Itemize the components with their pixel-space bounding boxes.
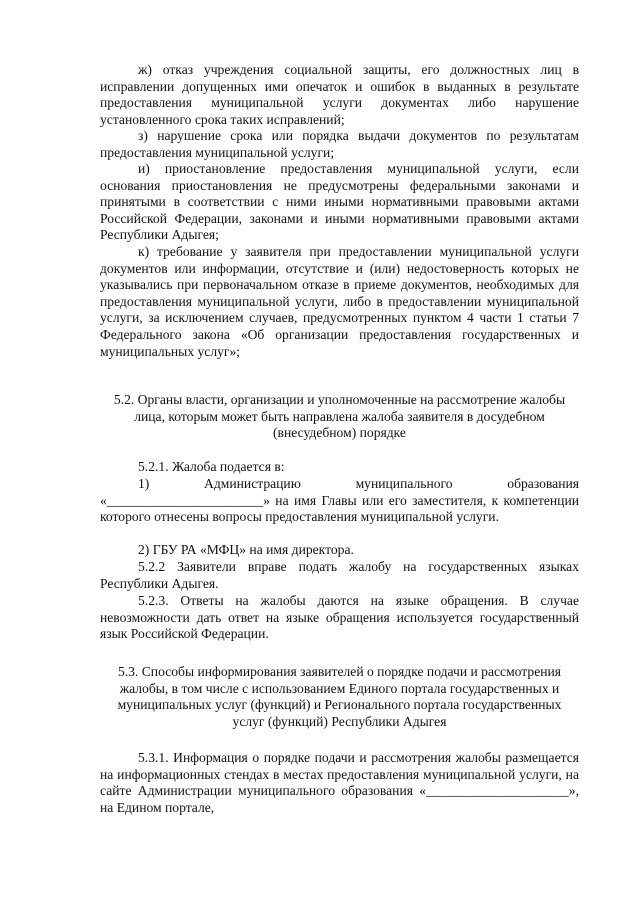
paragraph-5-2-3: 5.2.3. Ответы на жалобы даются на языке обращения. В случае невозможности дать ответ на языке обращения используется государственный язык Российской Федерации. xyxy=(100,593,579,642)
paragraph-5-2-1-item-1: 1) Администрацию муниципального образования «_______________________» на имя Главы или его заместителя, к компетенции которого отнесены вопросы предоставления муниципальной услуги. xyxy=(100,476,579,525)
paragraph-i: и) приостановление предоставления муниципальной услуги, если основания приостановления не предусмотрены федеральными законами и принятыми в соответствии с ними иными нормативными правовыми актами Российской Федерации, законами и иными нормативными правовыми актами Республики Адыгея; xyxy=(100,161,579,243)
paragraph-5-3-1: 5.3.1. Информация о порядке подачи и рассмотрения жалобы размещается на информационных стендах в местах предоставления муниципальной услуги, на сайте Администрации муниципального образования «_____________________», на Едином портале, xyxy=(100,750,579,815)
paragraph-z: з) нарушение срока или порядка выдачи документов по результатам предоставления муниципальной услуги; xyxy=(100,128,579,160)
paragraph-5-2-1-item-2: 2) ГБУ РА «МФЦ» на имя директора. xyxy=(138,542,354,557)
paragraph-k: к) требование у заявителя при предоставлении муниципальной услуги документов или информации, отсутствие и (или) недостоверность которых не указывались при первоначальном отказе в приеме документов, необходимых для предоставления муниципальной услуги, либо в предоставлении муниципальной услуги, за исключением случаев, предусмотренных пунктом 4 части 1 статьи 7 Федерального закона «Об организации предоставления государственных и муниципальных услуг»; xyxy=(100,244,579,359)
section-heading-5-3: 5.3. Способы информирования заявителей о порядке подачи и рассмотрения жалобы, в том числе с использованием Единого портала государственных и муниципальных услуг (функций) и Регионального портала государственных услуг (функций) Республики Адыгея xyxy=(117,664,562,729)
section-heading-5-2: 5.2. Органы власти, организации и уполномоченные на рассмотрение жалобы лица, которым может быть направлена жалоба заявителя в досудебном (внесудебном) порядке xyxy=(113,392,566,441)
paragraph-5-2-2: 5.2.2 Заявители вправе подать жалобу на государственных языках Республики Адыгея. xyxy=(100,559,579,591)
paragraph-5-2-1: 5.2.1. Жалоба подается в: xyxy=(138,459,285,474)
paragraph-zh: ж) отказ учреждения социальной защиты, его должностных лиц в исправлении допущенных ими опечаток и ошибок в выданных в результате предоставления муниципальной услуги документах либо нарушение установленного срока таких исправлений; xyxy=(100,62,579,127)
